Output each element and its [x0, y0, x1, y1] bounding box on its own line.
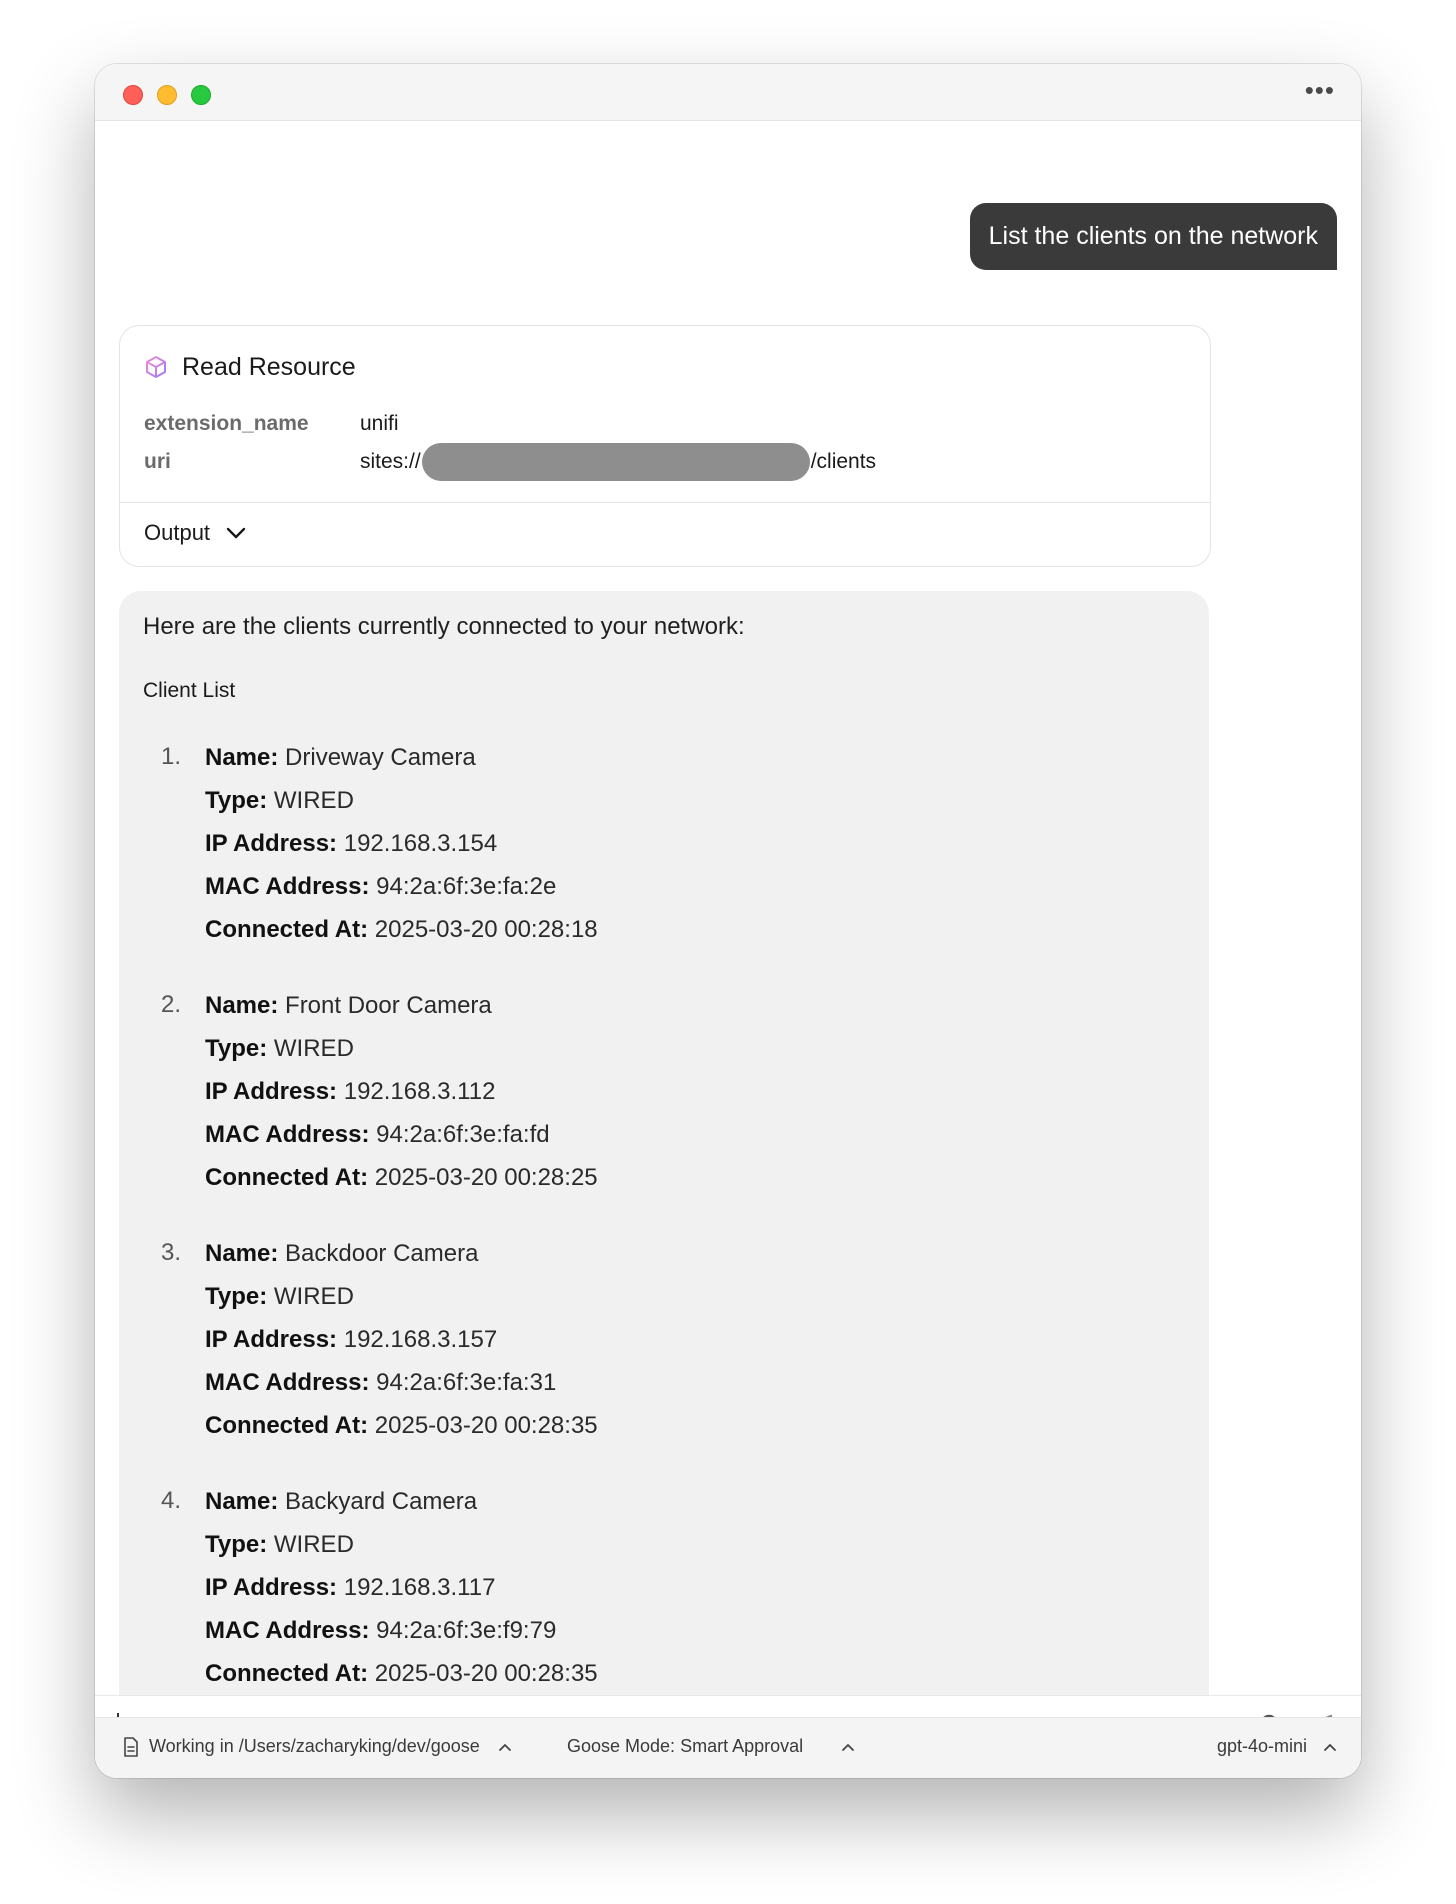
- param-key: uri: [144, 450, 171, 473]
- param-row-uri: [144, 442, 876, 482]
- minimize-window-button[interactable]: [157, 85, 177, 105]
- working-directory-selector[interactable]: [123, 1736, 512, 1757]
- list-number: 3.: [160, 1239, 181, 1266]
- uri-prefix: sites://: [360, 450, 421, 473]
- client-mac: [205, 1616, 905, 1659]
- field-value: 94:2a:6f:3e:fa:fd: [376, 1121, 550, 1148]
- chevron-up-icon: [1323, 1742, 1337, 1752]
- field-value: WIRED: [273, 1283, 354, 1310]
- field-value: 192.168.3.112: [343, 1078, 496, 1105]
- field-label: IP Address:: [205, 830, 338, 857]
- field-label: Connected At:: [205, 1164, 369, 1191]
- output-toggle[interactable]: [144, 518, 246, 548]
- field-value: 192.168.3.117: [343, 1574, 496, 1601]
- user-message: List the clients on the network: [970, 203, 1337, 270]
- field-value: Backdoor Camera: [285, 1240, 479, 1267]
- field-value: 94:2a:6f:3e:f9:79: [376, 1617, 557, 1644]
- list-number: 4.: [160, 1487, 181, 1514]
- field-label: Type:: [205, 1531, 268, 1558]
- divider: [120, 502, 1210, 503]
- client-mac: [205, 1120, 905, 1163]
- field-value: Driveway Camera: [285, 744, 476, 771]
- client-connected: [205, 1163, 905, 1206]
- field-value: Backyard Camera: [285, 1488, 478, 1515]
- document-icon: [123, 1737, 139, 1757]
- field-label: MAC Address:: [205, 1121, 370, 1148]
- field-value: 2025-03-20 00:28:25: [374, 1164, 598, 1191]
- field-label: Name:: [205, 992, 279, 1019]
- field-value: WIRED: [273, 1035, 354, 1062]
- client-connected: [205, 1659, 905, 1695]
- field-label: MAC Address:: [205, 1617, 370, 1644]
- app-window: [95, 64, 1361, 1778]
- close-window-button[interactable]: [123, 85, 143, 105]
- tool-call-card: [119, 325, 1211, 567]
- client-name: [205, 1239, 905, 1282]
- field-label: Connected At:: [205, 916, 369, 943]
- field-value: Front Door Camera: [285, 992, 492, 1019]
- client-type: [205, 1034, 905, 1077]
- client-list-heading: Client List: [143, 679, 236, 702]
- field-label: Name:: [205, 1240, 279, 1267]
- param-value: unifi: [360, 412, 399, 435]
- client-ip: [205, 1325, 905, 1368]
- client-connected: [205, 915, 905, 958]
- field-label: Type:: [205, 787, 268, 814]
- titlebar: [95, 64, 1361, 121]
- chevron-up-icon: [841, 1742, 855, 1752]
- field-value: WIRED: [273, 1531, 354, 1558]
- field-label: Name:: [205, 1488, 279, 1515]
- param-key: extension_name: [144, 412, 309, 435]
- client-ip: [205, 1077, 905, 1120]
- cube-icon: [144, 355, 168, 379]
- client-mac: [205, 1368, 905, 1411]
- client-name: [205, 743, 905, 786]
- client-name: [205, 1487, 905, 1530]
- client-type: [205, 786, 905, 829]
- field-value: 2025-03-20 00:28:18: [374, 916, 598, 943]
- field-label: Type:: [205, 1283, 268, 1310]
- client-type: [205, 1530, 905, 1573]
- param-row-extension-name: [144, 412, 399, 436]
- output-label: Output: [144, 520, 211, 545]
- field-value: 94:2a:6f:3e:fa:2e: [376, 873, 557, 900]
- field-label: IP Address:: [205, 1574, 338, 1601]
- client-mac: [205, 872, 905, 915]
- field-label: Connected At:: [205, 1412, 369, 1439]
- field-value: 2025-03-20 00:28:35: [374, 1660, 598, 1687]
- client-ip: [205, 829, 905, 872]
- field-value: 192.168.3.157: [343, 1326, 498, 1353]
- client-connected: [205, 1411, 905, 1454]
- field-label: IP Address:: [205, 1326, 338, 1353]
- model-label: gpt-4o-mini: [1216, 1736, 1307, 1756]
- zoom-window-button[interactable]: [191, 85, 211, 105]
- redacted-block: [422, 443, 810, 481]
- param-value: [360, 443, 876, 481]
- field-value: 94:2a:6f:3e:fa:31: [376, 1369, 557, 1396]
- more-horizontal-icon[interactable]: •••: [1304, 75, 1335, 105]
- list-number: 1.: [160, 743, 181, 770]
- field-label: MAC Address:: [205, 873, 370, 900]
- chevron-down-icon: [226, 526, 246, 540]
- chevron-up-icon: [498, 1742, 512, 1752]
- field-value: WIRED: [273, 787, 354, 814]
- goose-mode-label: Goose Mode: Smart Approval: [567, 1736, 804, 1756]
- field-label: Type:: [205, 1035, 268, 1062]
- working-directory-label: Working in /Users/zacharyking/dev/goose: [149, 1736, 480, 1756]
- client-type: [205, 1282, 905, 1325]
- tool-call-header: [144, 352, 356, 382]
- list-number: 2.: [160, 991, 181, 1018]
- assistant-intro: Here are the clients currently connected to your network:: [143, 613, 745, 640]
- status-bar: [95, 1717, 1361, 1778]
- uri-suffix: /clients: [810, 450, 877, 473]
- field-label: Name:: [205, 744, 279, 771]
- assistant-message: [119, 591, 1209, 1695]
- client-ip: [205, 1573, 905, 1616]
- field-label: IP Address:: [205, 1078, 338, 1105]
- field-value: 2025-03-20 00:28:35: [374, 1412, 598, 1439]
- field-value: 192.168.3.154: [343, 830, 498, 857]
- goose-mode-selector[interactable]: [567, 1736, 855, 1757]
- client-name: [205, 991, 905, 1034]
- chat-scroll-area[interactable]: [95, 121, 1361, 1695]
- model-selector[interactable]: [1217, 1736, 1337, 1757]
- tool-call-title: Read Resource: [182, 352, 356, 381]
- field-label: Connected At:: [205, 1660, 369, 1687]
- field-label: MAC Address:: [205, 1369, 370, 1396]
